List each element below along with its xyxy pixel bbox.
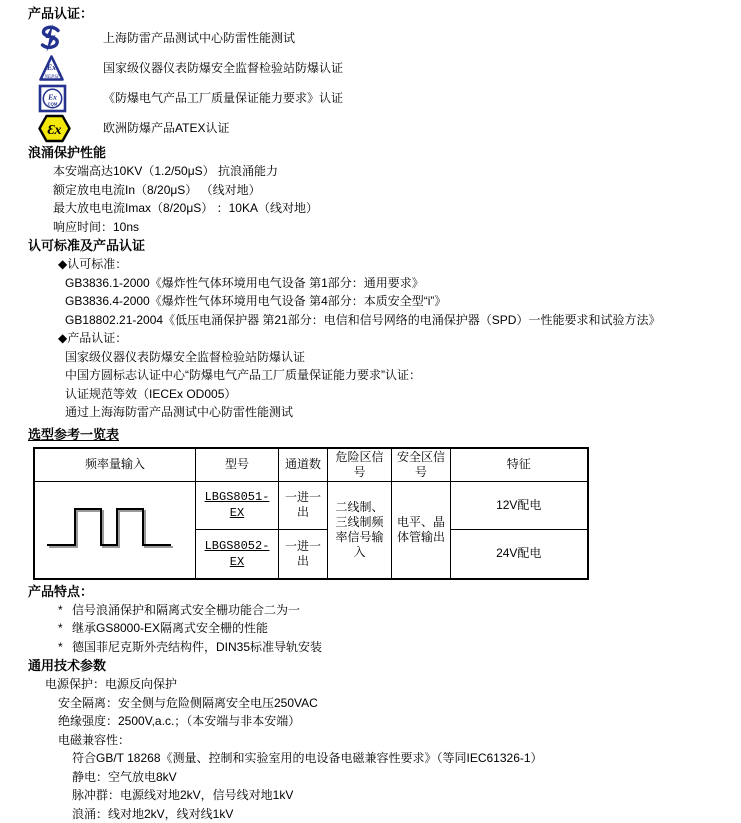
- cert-text: 欧洲防爆产品ATEX认证: [103, 119, 229, 138]
- product-cert-line: 认证规范等效（IECEx OD005）: [0, 385, 741, 404]
- surge-line: 额定放电电流In（8/20μS） （线对地）: [0, 181, 741, 200]
- surge-line: 最大放电电流Imax（8/20μS） ：10KA（线对地）: [0, 199, 741, 218]
- col-header-channels: 通道数: [279, 448, 328, 482]
- param-line: 静电：空气放电8kV: [0, 768, 741, 787]
- cert-row-cqm: [0, 83, 741, 113]
- atex-ex-icon: [0, 114, 103, 143]
- feature-item: [0, 601, 741, 620]
- feature-cell: 12V配电: [451, 481, 588, 530]
- feature-item: [0, 638, 741, 657]
- standard-line: GB18802.21-2004《低压电涌保护器 第21部分：电信和信号网络的电涌保护器（SPD）一性能要求和试验方法》: [0, 311, 741, 330]
- nepsi-ex-icon: [0, 54, 103, 83]
- section-title-features: 产品特点：: [0, 582, 741, 601]
- cqm-ex-icon: [0, 84, 103, 113]
- section-title-product-certification: 产品认证：: [0, 0, 741, 23]
- cert-row-shanghai: [0, 23, 741, 53]
- section-title-general-params: 通用技术参数: [0, 656, 741, 675]
- svg-text:CQM: CQM: [48, 101, 58, 106]
- feature-cell: 24V配电: [451, 530, 588, 579]
- table-header-row: [34, 448, 588, 482]
- svg-text:Ex: Ex: [47, 92, 57, 101]
- product-cert-line: 中国方圆标志认证中心“防爆电气产品工厂质量保证能力要求”认证：: [0, 366, 741, 385]
- param-line: 浪涌：线对地2kV，线对线1kV: [0, 805, 741, 823]
- channels-cell: 一进一出: [279, 530, 328, 579]
- feature-item: [0, 619, 741, 638]
- svg-text:Ex: Ex: [46, 63, 56, 72]
- table-row: [34, 481, 588, 530]
- cert-text: 国家级仪器仪表防爆安全监督检验站防爆认证: [103, 59, 343, 78]
- param-line: 电磁兼容性：: [0, 731, 741, 750]
- model-link[interactable]: LBGS8052-EX: [205, 539, 270, 569]
- surge-line: 本安端高达10KV（1.2/50μS） 抗浪涌能力: [0, 162, 741, 181]
- feature-text: 信号浪涌保护和隔离式安全栅功能合二为一: [72, 603, 300, 617]
- bullet: *: [58, 619, 72, 638]
- lightning-logo-icon: [0, 24, 103, 52]
- col-header-safe-signal: 安全区信号: [392, 448, 451, 482]
- safe-signal-cell: 电平、晶体管输出: [392, 481, 451, 579]
- frequency-waveform: [37, 483, 193, 573]
- model-link[interactable]: LBGS8051-EX: [205, 490, 270, 520]
- col-header-hazard-signal: 危险区信号: [328, 448, 392, 482]
- svg-text:Ɛx: Ɛx: [47, 123, 61, 138]
- svg-text:NEPSI: NEPSI: [43, 74, 58, 80]
- cert-text: 《防爆电气产品工厂质量保证能力要求》认证: [103, 89, 343, 108]
- cert-text: 上海防雷产品测试中心防雷性能测试: [103, 29, 295, 48]
- section-title-selection-table: 选型参考一览表: [0, 425, 741, 444]
- subheading-product-certs: ◆产品认证：: [0, 329, 741, 348]
- hazard-signal-cell: 二线制、三线制频率信号输入: [328, 481, 392, 579]
- param-line: 安全隔离：安全侧与危险侧隔离安全电压250VAC: [0, 694, 741, 713]
- cert-row-atex: [0, 113, 741, 143]
- param-line: 符合GB/T 18268《测量、控制和实验室用的电设备电磁兼容性要求》（等同IEC61326-1）: [0, 749, 741, 768]
- bullet: *: [58, 638, 72, 657]
- selection-table: [33, 447, 589, 580]
- standard-line: GB3836.1-2000《爆炸性气体环境用电气设备 第1部分：通用要求》: [0, 274, 741, 293]
- channels-cell: 一进一出: [279, 481, 328, 530]
- frequency-waveform-cell: [34, 481, 196, 579]
- subheading-approved-standards: ◆认可标准：: [0, 255, 741, 274]
- col-header-feature: 特征: [451, 448, 588, 482]
- col-header-frequency-input: 频率量输入: [34, 448, 196, 482]
- product-cert-line: 通过上海海防雷产品测试中心防雷性能测试: [0, 403, 741, 422]
- section-title-standards: 认可标准及产品认证: [0, 236, 741, 255]
- feature-text: 德国菲尼克斯外壳结构件，DIN35标准导轨安装: [72, 640, 322, 654]
- param-line: 电源保护：电源反向保护: [0, 675, 741, 694]
- product-cert-line: 国家级仪器仪表防爆安全监督检验站防爆认证: [0, 348, 741, 367]
- feature-text: 继承GS8000-EX隔离式安全栅的性能: [72, 621, 268, 635]
- bullet: *: [58, 601, 72, 620]
- model-cell: [196, 481, 279, 530]
- standard-line: GB3836.4-2000《爆炸性气体环境用电气设备 第4部分：本质安全型“i”》: [0, 292, 741, 311]
- param-line: 脉冲群：电源线对地2kV，信号线对地1kV: [0, 786, 741, 805]
- model-cell: [196, 530, 279, 579]
- col-header-model: 型号: [196, 448, 279, 482]
- param-line: 绝缘强度：2500V,a.c.；（本安端与非本安端）: [0, 712, 741, 731]
- cert-row-nepsi: [0, 53, 741, 83]
- surge-line: 响应时间：10ns: [0, 218, 741, 237]
- section-title-surge-performance: 浪涌保护性能: [0, 143, 741, 162]
